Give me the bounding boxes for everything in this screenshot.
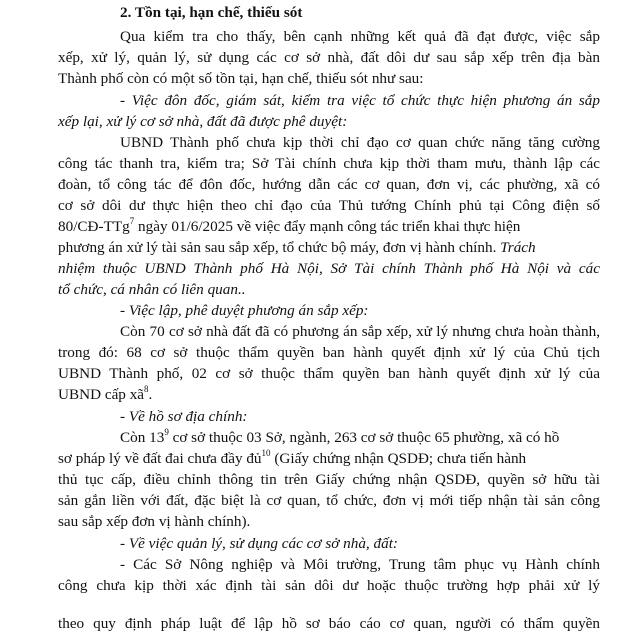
italic-line: tổ chức, cá nhân có liên quan..	[58, 281, 246, 298]
line-text: (Giấy chứng nhận QSDĐ; chưa tiến hành	[270, 450, 527, 467]
paragraph-line: UBND Thành phố chưa kịp thời chỉ đạo cơ quan chức năng tăng cường	[120, 134, 600, 151]
line-text: phương án xử lý tài sản sau sắp xếp, tổ chức bộ máy, đơn vị hành chính.	[58, 239, 497, 256]
paragraph-line: đoàn, tổ công tác để đôn đốc, hướng dẫn các cơ quan, đơn vị, các phường, xã có	[58, 176, 600, 193]
subsection-1-title-line-2: xếp lại, xử lý cơ sở nhà, đất đã được phê duyệt:	[58, 113, 348, 130]
line-text: Còn 13	[120, 429, 165, 446]
footnote-ref: 7	[129, 215, 135, 226]
line-text: cơ sở thuộc 03 Sở, ngành, 263 cơ sở thuộc 65 phường, xã có hồ	[168, 429, 560, 446]
footnote-ref: 8	[144, 383, 149, 394]
subsection-4-title: - Về việc quản lý, sử dụng các cơ sở nhà, đất:	[120, 535, 398, 552]
subsection-3-title: - Về hồ sơ địa chính:	[120, 408, 248, 425]
paragraph-line: theo quy định pháp luật để lập hồ sơ báo cáo cơ quan, người có thẩm quyền	[58, 615, 600, 632]
paragraph-line-with-footnote	[58, 385, 152, 404]
document-reference: 80/CĐ-TTg	[58, 218, 130, 235]
paragraph-line: cơ sở dôi dư thực hiện theo chỉ đạo của Thủ tướng Chính phủ tại Công điện số	[58, 197, 600, 214]
line-text: UBND cấp xã	[58, 386, 145, 403]
paragraph-line: trong đó: 68 cơ sở thuộc thẩm quyền ban hành quyết định xử lý của Chủ tịch	[58, 344, 600, 361]
paragraph-line: công chưa kịp thời xác định tài sản dôi dư hoặc thuộc trường hợp phải xử lý	[58, 577, 600, 594]
footnote-ref: 10	[261, 447, 271, 458]
paragraph-line	[58, 238, 536, 257]
paragraph-line: Còn 70 cơ sở nhà đất đã có phương án sắp xếp, xử lý nhưng chưa hoàn thành,	[120, 323, 600, 340]
section-heading: 2. Tồn tại, hạn chế, thiếu sót	[120, 4, 303, 21]
paragraph-line: sản gắn liền với đất, đặc biệt là cơ quan, tổ chức, đơn vị mới tiếp nhận tài sản công	[58, 492, 600, 509]
paragraph-line-with-footnote	[120, 428, 559, 447]
paragraph-line-with-footnote	[58, 449, 526, 468]
line-text: .	[148, 386, 153, 403]
line-text: sơ pháp lý về đất đai chưa đầy đủ	[58, 450, 262, 467]
subsection-2-title: - Việc lập, phê duyệt phương án sắp xếp:	[120, 302, 369, 319]
italic-text: Trách	[496, 239, 536, 256]
intro-line-1: Qua kiểm tra cho thấy, bên cạnh những kết quả đã đạt được, việc sắp	[120, 28, 600, 45]
subsection-1-title-line-1: - Việc đôn đốc, giám sát, kiểm tra việc tổ chức thực hiện phương án sắp	[120, 92, 600, 109]
footnote-ref: 9	[164, 426, 169, 437]
paragraph-line: UBND Thành phố, 02 cơ sở thuộc thẩm quyền ban hành quyết định xử lý của	[58, 365, 600, 382]
paragraph-line: thủ tục cấp, điều chỉnh thông tin trên Giấy chứng nhận QSDĐ, quyền sở hữu tài	[58, 471, 600, 488]
italic-line: nhiệm thuộc UBND Thành phố Hà Nội, Sở Tài chính Thành phố Hà Nội và các	[58, 260, 600, 277]
intro-line-2: xếp, xử lý, quản lý, sử dụng các cơ sở nhà, đất dôi dư sau sắp xếp trên địa bàn	[58, 49, 600, 66]
paragraph-line: sau sắp xếp đơn vị hành chính).	[58, 513, 251, 530]
paragraph-line: công tác thanh tra, kiểm tra; Sở Tài chính chưa kịp thời tham mưu, thành lập các	[58, 155, 600, 172]
paragraph-line: - Các Sở Nông nghiệp và Môi trường, Trung tâm phục vụ Hành chính	[120, 556, 600, 573]
intro-line-3: Thành phố còn có một số tồn tại, hạn chế, thiếu sót như sau:	[58, 70, 424, 87]
line-text: ngày 01/6/2025 về việc đẩy mạnh công tác triển khai thực hiện	[134, 218, 521, 235]
paragraph-line-with-footnote	[58, 217, 520, 236]
